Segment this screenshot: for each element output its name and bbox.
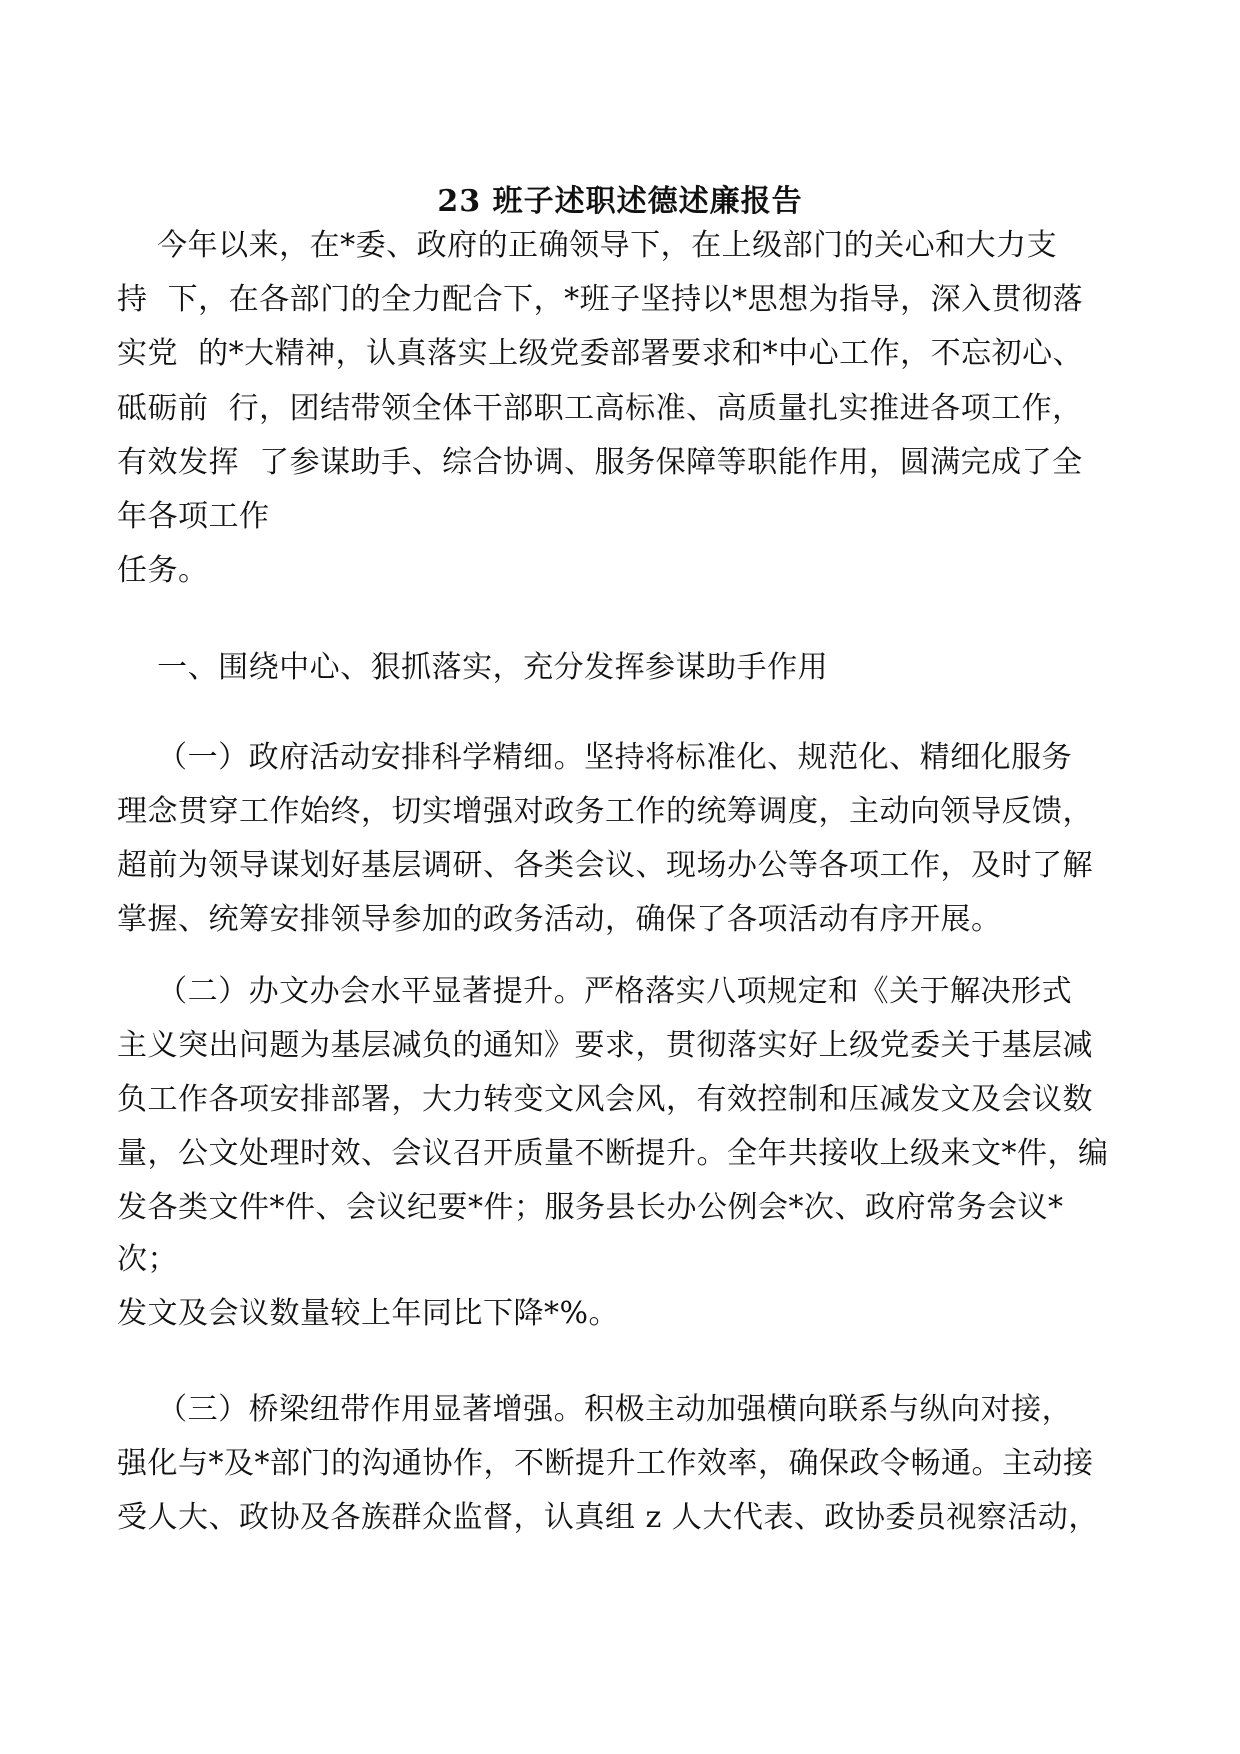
paragraph-line: （二）办文办会水平显著提升。严格落实八项规定和《关于解决形式 — [117, 974, 1073, 1009]
paragraph-line: 发文及会议数量较上年同比下降*%。 — [117, 1296, 620, 1331]
paragraph-line: 发各类文件*件、会议纪要*件；服务县长办公例会*次、政府常务会议* — [117, 1190, 1064, 1225]
paragraph-line: 强化与*及*部门的沟通协作，不断提升工作效率，确保政令畅通。主动接 — [117, 1446, 1094, 1481]
paragraph-line: （三）桥梁纽带作用显著增强。积极主动加强横向联系与纵向对接， — [117, 1392, 1073, 1427]
paragraph-line: 次； — [117, 1242, 178, 1277]
document-title: 23 班子述职述德述廉报告 — [437, 184, 803, 219]
paragraph-line: 主义突出问题为基层减负的通知》要求，贯彻落实好上级党委关于基层减 — [117, 1028, 1093, 1063]
paragraph-line: 实党 的*大精神，认真落实上级党委部署要求和*中心工作，不忘初心、 — [117, 336, 1084, 371]
paragraph-line: 量，公文处理时效、会议召开质量不断提升。全年共接收上级来文*件，编 — [117, 1136, 1109, 1171]
paragraph-line: 有效发挥 了参谋助手、综合协调、服务保障等职能作用，圆满完成了全 — [117, 445, 1083, 480]
paragraph-line: 今年以来，在*委、政府的正确领导下，在上级部门的关心和大力支 — [117, 228, 1058, 263]
paragraph-line: 理念贯穿工作始终，切实增强对政务工作的统筹调度，主动向领导反馈， — [117, 794, 1093, 829]
paragraph-line: 年各项工作 — [117, 499, 270, 534]
section-heading: 一、围绕中心、狠抓落实，充分发挥参谋助手作用 — [117, 650, 829, 685]
paragraph-line: 掌握、统筹安排领导参加的政务活动，确保了各项活动有序开展。 — [117, 902, 1002, 937]
paragraph-line: 受人大、政协及各族群众监督，认真组 z 人大代表、政协委员视察活动， — [117, 1500, 1099, 1535]
paragraph-line: 任务。 — [117, 553, 209, 588]
paragraph-line: 砥砺前 行，团结带领全体干部职工高标准、高质量扎实推进各项工作， — [117, 391, 1083, 426]
paragraph-line: 负工作各项安排部署，大力转变文风会风，有效控制和压减发文及会议数 — [117, 1082, 1093, 1117]
paragraph-line: 持 下，在各部门的全力配合下，*班子坚持以*思想为指导，深入贯彻落 — [117, 282, 1084, 317]
paragraph-line: （一）政府活动安排科学精细。坚持将标准化、规范化、精细化服务 — [117, 740, 1073, 775]
paragraph-line: 超前为领导谋划好基层调研、各类会议、现场办公等各项工作，及时了解 — [117, 848, 1093, 883]
